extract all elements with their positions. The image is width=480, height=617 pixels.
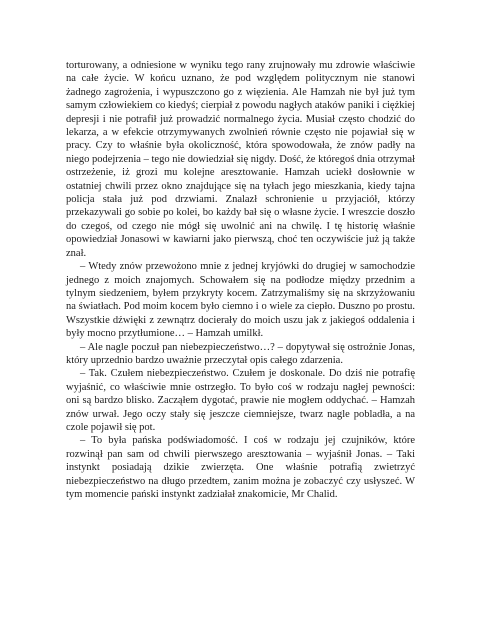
paragraph-5: – To była pańska podświadomość. I coś w rodzaju jej czujników, które rozwinął pan sam od chwili pierwszego aresztowania – wyjaśnił Jonas. – Taki instynkt posiadają dzikie zwierzęta. One właśnie potrafią zwietrzyć niebezpieczeństwo na długo przedtem, zanim można je zobaczyć czy usłyszeć. W tym momencie pański instynkt zadziałał znakomicie, Mr Chalid. <box>66 435 415 500</box>
paragraph-3: – Ale nagle poczuł pan niebezpieczeństwo…? – dopytywał się ostrożnie Jonas, który uprzednio bardzo uważnie przeczytał opis całego zdarzenia. <box>66 341 415 366</box>
book-page-text <box>66 59 415 501</box>
paragraph-1: torturowany, a odniesione w wyniku tego rany zrujnowały mu zdrowie właściwie na całe życie. W końcu uznano, że pod względem politycznym nie stanowi żadnego zagrożenia, i wypuszczono go z więzienia. Ale Hamzah nie był już tym samym człowiekiem co kiedyś; cierpiał z powodu nagłych ataków paniki i ciężkiej depresji i nie potrafił już prowadzić normalnego życia. Musiał często chodzić do lekarza, a w efekcie otrzymywanych zwolnień równie często nie pojawiał się w pracy. Czy to właśnie była okoliczność, która spowodowała, że znów padły na niego podejrzenia – tego nie dowiedział się nigdy. Dość, że któregoś dnia otrzymał ostrzeżenie, iż grozi mu kolejne aresztowanie. Hamzah uciekł dosłownie w ostatniej chwili przez okno znajdujące się na tyłach jego mieszkania, kiedy tajna policja stała już pod drzwiami. Znalazł schronienie u przyjaciół, którzy przekazywali go sobie po kolei, bo każdy bał się o własne życie. I wreszcie doszło do czegoś, od czego nie mógł się uwolnić ani na chwilę. I tę historię właśnie opowiedział Jonasowi w kawiarni jako pierwszą, choć ten oczywiście już ją także znał. <box>66 60 415 259</box>
paragraph-4: – Tak. Czułem niebezpieczeństwo. Czułem je doskonale. Do dziś nie potrafię wyjaśnić, co właściwie mnie ostrzegło. To było coś w rodzaju nagłej pewności: oni są bardzo blisko. Zacząłem dygotać, prawie nie mogłem oddychać. – Hamzah znów urwał. Jego oczy stały się jeszcze ciemniejsze, twarz nagle pobladła, a na czole pojawił się pot. <box>66 368 415 433</box>
paragraph-2: – Wtedy znów przewożono mnie z jednej kryjówki do drugiej w samochodzie jednego z moich znajomych. Schowałem się na podłodze między przednim a tylnym siedzeniem, byłem przykryty kocem. Zatrzymaliśmy się na skrzyżowaniu na światłach. Pod moim kocem było ciemno i o wiele za ciepło. Duszno po prostu. Wszystkie dźwięki z zewnątrz docierały do moich uszu jak z jakiegoś oddalenia i były mocno przytłumione… – Hamzah umilkł. <box>66 261 415 340</box>
